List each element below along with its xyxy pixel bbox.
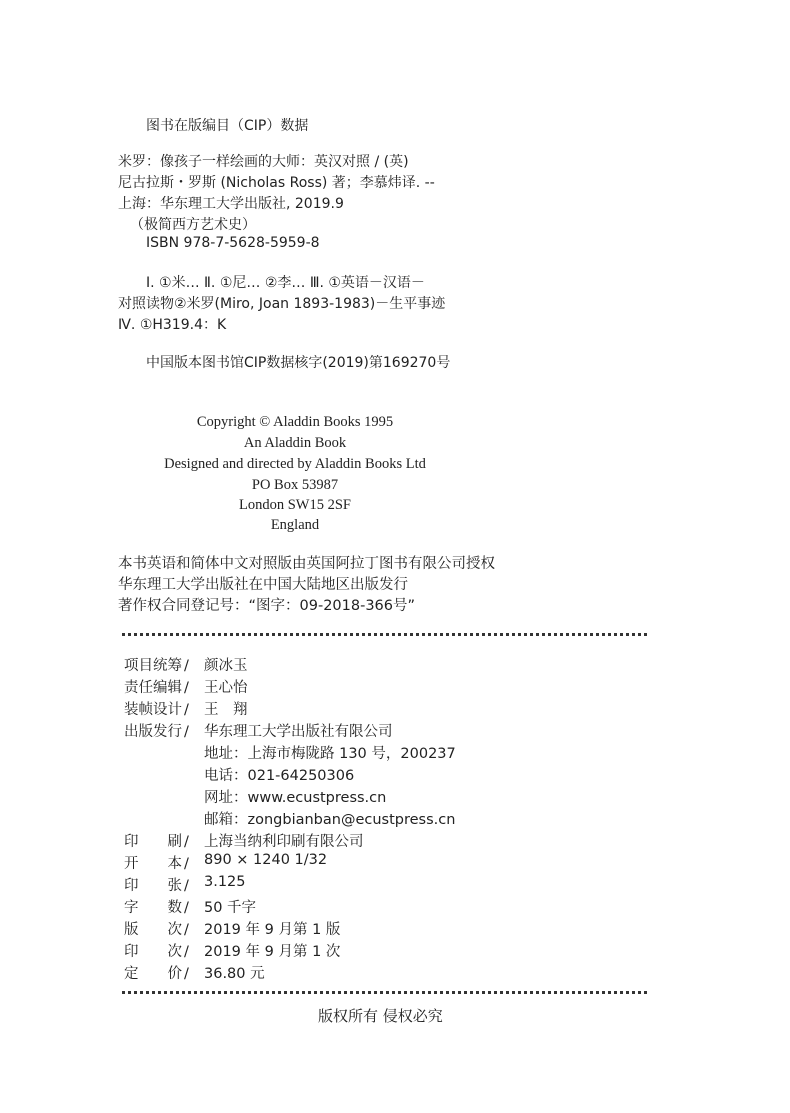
cip-isbn: ISBN 978-7-5628-5959-8	[146, 235, 320, 251]
cip-line: 对照读物②米罗(Miro, Joan 1893-1983)－生平事迹	[118, 296, 446, 312]
copyright-line: Designed and directed by Aladdin Books Ltd	[164, 456, 426, 472]
copyright-line: An Aladdin Book	[243, 435, 347, 451]
info-value: 3.125	[204, 874, 246, 890]
info-value: 50 千字	[204, 900, 257, 916]
copyright-line: England	[270, 517, 320, 533]
license-line: 华东理工大学出版社在中国大陆地区出版发行	[118, 577, 408, 593]
info-label: 印 刷 /	[124, 834, 189, 850]
info-label: 开 本 /	[124, 856, 189, 872]
cip-line: 上海：华东理工大学出版社, 2019.9	[118, 196, 344, 212]
license-line: 本书英语和简体中文对照版由英国阿拉丁图书有限公司授权	[118, 556, 495, 572]
publisher-phone: 电话：021-64250306	[204, 768, 355, 784]
copyright-line: London SW15 2SF	[239, 497, 351, 513]
info-value: 王心怡	[204, 680, 248, 696]
info-label: 印 次 /	[124, 944, 189, 960]
info-label: 责任编辑 /	[124, 680, 189, 696]
info-value: 王 翔	[204, 702, 248, 718]
license-line: 著作权合同登记号：“图字：09-2018-366号”	[118, 598, 416, 614]
info-label: 装帧设计 /	[124, 702, 189, 718]
info-value: 36.80 元	[204, 966, 265, 982]
dotted-divider	[122, 633, 647, 636]
publisher-email: 邮箱：zongbianban@ecustpress.cn	[204, 812, 456, 828]
cip-line: （极简西方艺术史）	[130, 217, 256, 233]
dotted-divider	[122, 991, 647, 994]
info-value: 2019 年 9 月第 1 次	[204, 944, 341, 960]
cip-line: Ⅰ. ①米… Ⅱ. ①尼… ②李… Ⅲ. ①英语－汉语－	[146, 275, 425, 291]
info-label: 定 价 /	[124, 966, 189, 982]
info-value: 华东理工大学出版社有限公司	[204, 724, 393, 740]
cip-line: 尼古拉斯・罗斯 (Nicholas Ross) 著；李慕炜译. --	[118, 175, 435, 191]
publisher-website: 网址：www.ecustpress.cn	[204, 790, 387, 806]
info-value: 890 × 1240 1/32	[204, 852, 328, 868]
info-label: 出版发行 /	[124, 724, 189, 740]
copyright-line: PO Box 53987	[251, 477, 339, 493]
cip-title: 图书在版编目（CIP）数据	[146, 118, 309, 134]
cip-line: 米罗：像孩子一样绘画的大师：英汉对照 / (英)	[118, 154, 409, 170]
info-value: 颜冰玉	[204, 658, 248, 674]
cip-line: Ⅳ. ①H319.4：K	[118, 317, 227, 333]
info-label: 印 张 /	[124, 878, 189, 894]
rights-notice: 版权所有 侵权必究	[318, 1007, 443, 1025]
info-label: 版 次 /	[124, 922, 189, 938]
info-label: 字 数 /	[124, 900, 189, 916]
copyright-line: Copyright © Aladdin Books 1995	[196, 414, 394, 430]
info-label: 项目统筹 /	[124, 658, 189, 674]
cip-number: 中国版本图书馆CIP数据核字(2019)第169270号	[146, 355, 451, 371]
publisher-address: 地址：上海市梅陇路 130 号，200237	[204, 746, 456, 762]
info-value: 2019 年 9 月第 1 版	[204, 922, 341, 938]
info-value: 上海当纳利印刷有限公司	[204, 834, 364, 850]
